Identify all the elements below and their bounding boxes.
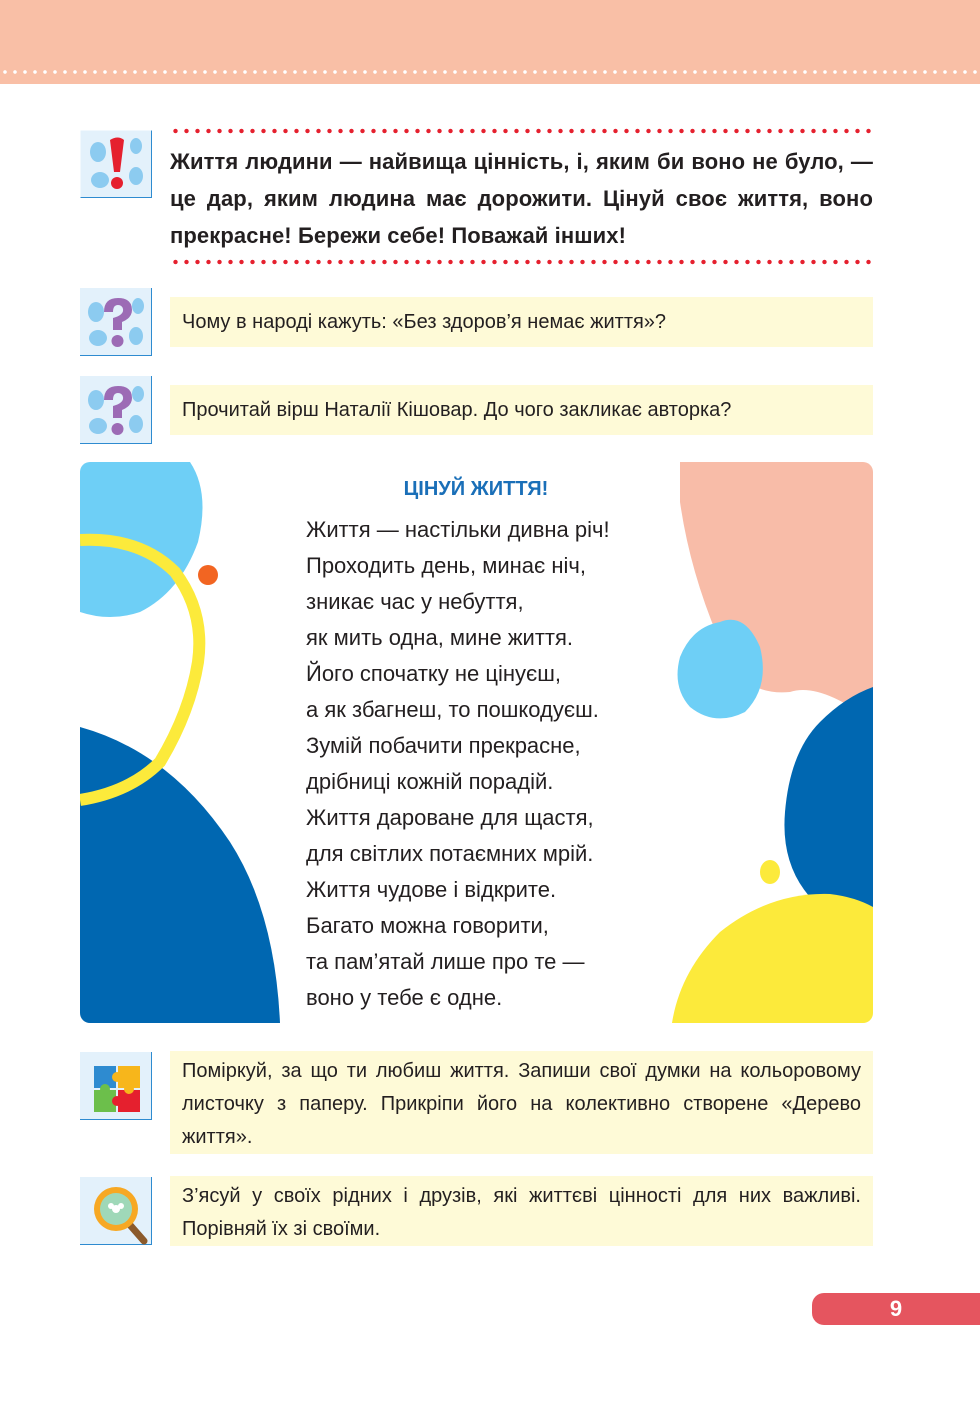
poem-text bbox=[306, 512, 686, 1016]
task-text-2: З’ясуй у своїх рідних і друзів, які життєві цінності для них важливі. Порівняй їх зі своїми. bbox=[182, 1185, 861, 1240]
top-divider bbox=[170, 128, 876, 134]
poem-line: Життя дароване для щастя, bbox=[306, 805, 594, 830]
poem-line: Зумій побачити прекрасне, bbox=[306, 733, 581, 758]
poem-line: та пам’ятай лише про те — bbox=[306, 949, 585, 974]
question-text-1: Чому в народі кажуть: «Без здоров’я немає життя»? bbox=[182, 310, 667, 333]
poem-title: ЦІНУЙ ЖИТТЯ! bbox=[403, 478, 549, 500]
poem-line: як мить одна, мине життя. bbox=[306, 625, 574, 650]
task-box-2 bbox=[170, 1176, 873, 1246]
poem-line: для світлих потаємних мрій. bbox=[306, 841, 594, 866]
question-box-2 bbox=[170, 385, 873, 435]
exclamation-icon bbox=[80, 130, 152, 198]
poem-line: зникає час у небуття, bbox=[306, 589, 524, 614]
bottom-divider bbox=[170, 259, 876, 265]
page-number: 9 bbox=[812, 1293, 980, 1325]
poem-line: а як збагнеш, то пошкодуєш. bbox=[306, 697, 599, 722]
poem-line: Проходить день, минає ніч, bbox=[306, 553, 586, 578]
poem-line: Його спочатку не цінуєш, bbox=[306, 661, 561, 686]
poem-line: дрібниці кожній порадій. bbox=[306, 769, 554, 794]
question-box-1 bbox=[170, 297, 873, 347]
question-text-2: Прочитай вірш Наталії Кішовар. До чого закликає авторка? bbox=[182, 398, 732, 421]
poem-line: Багато можна говорити, bbox=[306, 913, 549, 938]
task-box-1 bbox=[170, 1051, 873, 1154]
task-text-1: Поміркуй, за що ти любиш життя. Запиши свої думки на кольоровому листочку з паперу. Прикріпи його на колективно створене «Дерево життя». bbox=[182, 1060, 861, 1148]
puzzle-icon bbox=[80, 1052, 152, 1120]
poem-line: Життя чудове і відкрите. bbox=[306, 877, 557, 902]
poem-line: Життя — настільки дивна річ! bbox=[306, 517, 610, 542]
magnifier-icon bbox=[80, 1177, 152, 1245]
question-mark-icon bbox=[80, 376, 152, 444]
question-mark-icon bbox=[80, 288, 152, 356]
header-dotted-line bbox=[0, 70, 980, 74]
poem-line: воно у тебе є одне. bbox=[306, 985, 503, 1010]
important-statement: Життя людини — найвища цінність, і, яким би воно не було, — це дар, яким людина має дорожити. Цінуй своє життя, воно прекрасне! Бережи себе! Поважай інших! bbox=[170, 149, 873, 248]
